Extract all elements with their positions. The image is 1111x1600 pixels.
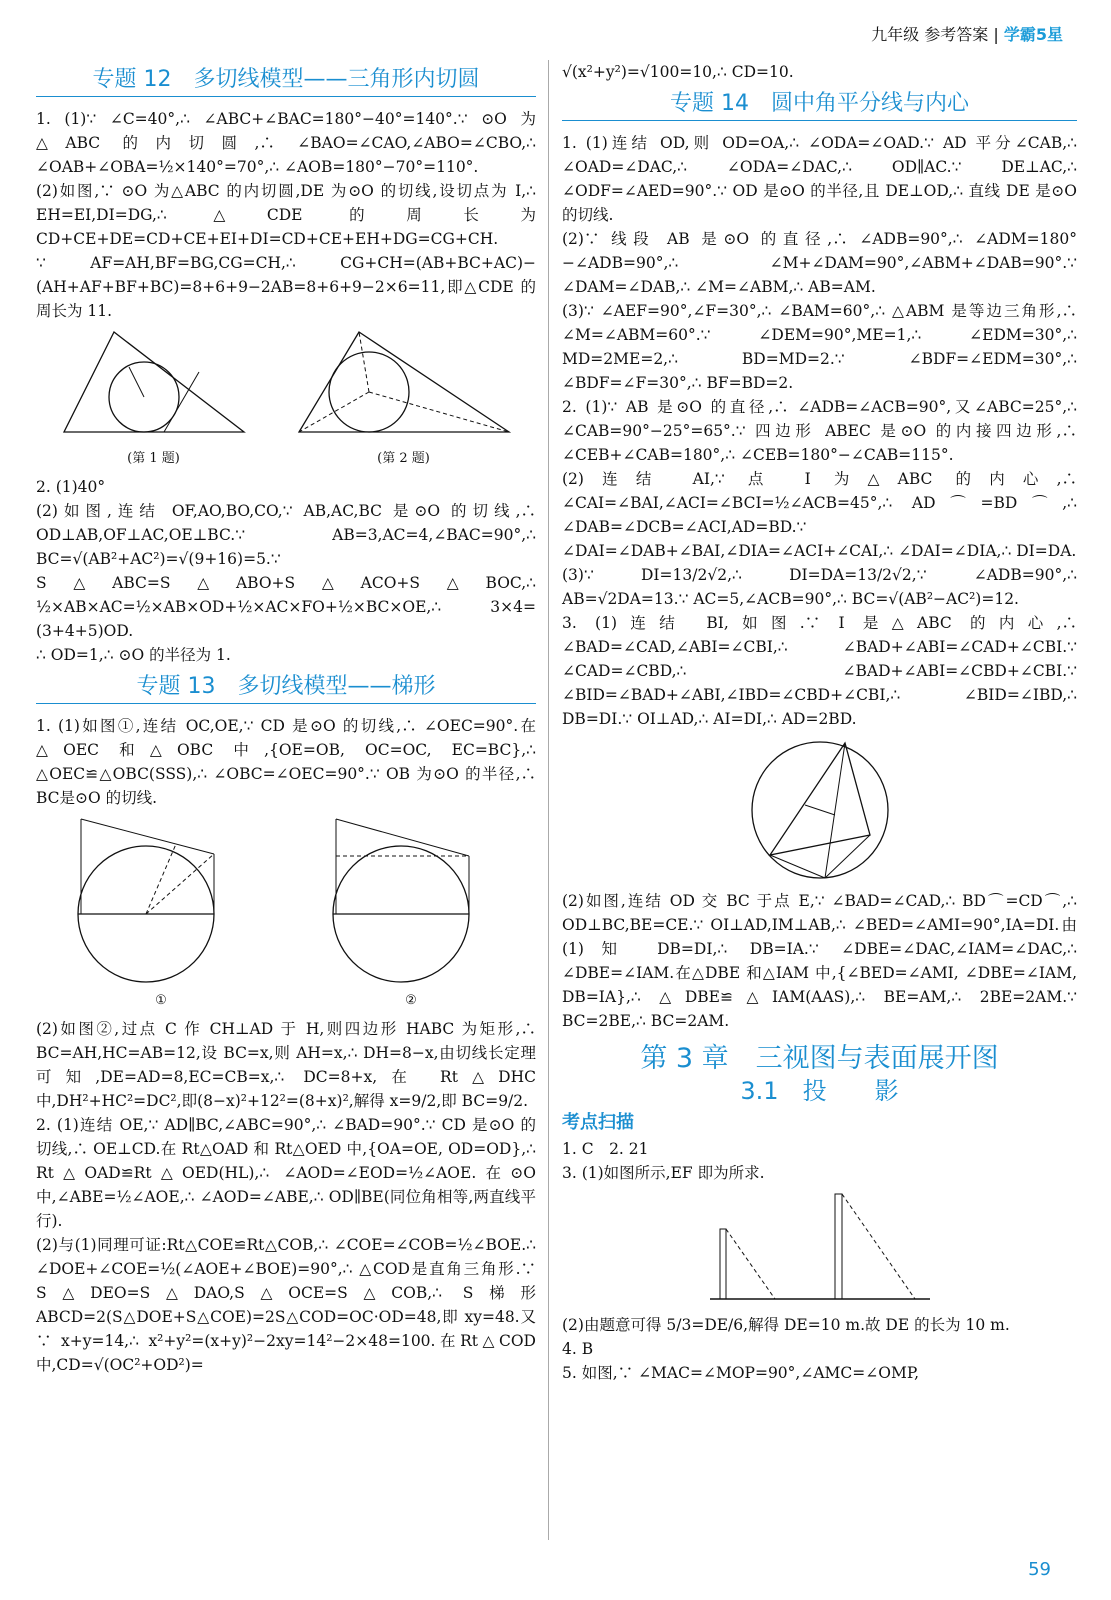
figure-2 <box>289 327 519 471</box>
continued-line: √(x²+y²)=√100=10,∴ CD=10. <box>562 63 794 81</box>
t14-answer-1-3: (3)∵ ∠AEF=90°,∠F=30°,∴ ∠BAM=60°,∴ △ABM 是等边三角形,∴ ∠M=∠ABM=60°.∵ ∠DEM=90°,ME=1,∴ ∠EDM=30°,∴ MD=2ME=2,∴ BD=MD=2.∵ ∠BDF=∠EDM=30°,∴ ∠BDF=∠F=30°,∴ BF=BD=2. <box>562 302 1077 392</box>
t14-figure <box>562 735 1077 885</box>
t12-answer-1: 1. (1)∵ ∠C=40°,∴ ∠ABC+∠BAC=180°−40°=140°.∵ ⊙O 为△ABC 的内切圆,∴ ∠BAO=∠CAO,∠ABO=∠CBO,∴ ∠OAB+∠OBA=½×140°=70°,∴ ∠AOB=180°−70°=110°. <box>36 110 536 176</box>
column-divider <box>548 60 549 1540</box>
t12-answer-1-2: (2)如图,∵ ⊙O 为△ABC 的内切圆,DE 为⊙O 的切线,设切点为 I,∴ EH=EI,DI=DG,∴ △CDE 的周长为 CD+CE+DE=CD+CE+EI+DI=CD+CE+EH+DG=CG+CH. <box>36 182 536 248</box>
figure-1 <box>54 327 254 471</box>
t13-answer-2-2: (2)与(1)同理可证:Rt△COE≌Rt△COB,∴ ∠COE=∠COB=½∠BOE.∴ ∠DOE+∠COE=½(∠AOE+∠BOE)=90°,∴ △COD是直角三角形.∵ S△DEO=S△DAO,S△OCE=S△COB,∴ S梯形ABCD=2(S△DOE+S△COE)=2S△COD=OC·OD=48,即 xy=48.又∵ x+y=14,∴ x²+y²=(x+y)²−2xy=14²−2×48=100.在Rt△COD 中,CD=√(OC²+OD²)= <box>36 1236 536 1374</box>
figure-4-caption: ② <box>405 993 417 1008</box>
figure-2-caption: (第 2 题) <box>377 451 430 466</box>
header-section: 参考答案 <box>924 25 989 44</box>
right-column <box>562 60 1077 1385</box>
incircle-triangle-diagram <box>54 327 254 447</box>
kd-answer-4: 4. B <box>562 1340 594 1358</box>
left-column <box>36 60 536 1377</box>
t13-answer-1-2: (2)如图②,过点 C 作 CH⊥AD 于 H,则四边形 HABC 为矩形,∴ BC=AH,HC=AB=12,设 BC=x,则 AH=x,∴ DH=8−x,由切线长定理可知,DE=AD=8,EC=CB=x,∴ DC=8+x,在 Rt△DHC 中,DH²+HC²=DC²,即(8−x)²+12²=(8+x)²,解得 x=9/2,即 BC=9/2. <box>36 1020 536 1110</box>
figure-4 <box>326 814 496 1013</box>
header-brand: 学霸5星 <box>1003 25 1063 44</box>
right-triangle-incircle-diagram <box>289 327 519 447</box>
topic-13-title: 专题 13 多切线模型——梯形 <box>36 675 536 704</box>
t12-answer-2-3: ∴ OD=1,∴ ⊙O 的半径为 1. <box>36 646 231 664</box>
kd-answer-3: 3. (1)如图所示,EF 即为所求. <box>562 1164 765 1182</box>
trapezoid-circle-diagram-2 <box>326 814 496 989</box>
t14-answer-1-2: (2)∵ 线段 AB 是⊙O 的直径,∴ ∠ADB=90°,∴ ∠ADM=180°−∠ADB=90°,∴ ∠M+∠DAM=90°,∠ABM+∠DAB=90°.∵ ∠DAM=∠DAB,∴ ∠M=∠ABM,∴ AB=AM. <box>562 230 1077 296</box>
page-header: 九年级 参考答案 | 学霸5星 <box>871 25 1063 44</box>
t14-answer-2-3: (3)∵ DI=13/2√2,∴ DI=DA=13/2√2,∵ ∠ADB=90°,∴ AB=√2DA=13.∵ AC=5,∠ACB=90°,∴ BC=√(AB²−AC²)=12. <box>562 566 1077 608</box>
trapezoid-circle-diagram-1 <box>76 814 246 989</box>
section-3-1-title: 3.1 投 影 <box>740 1077 899 1105</box>
t13-answer-2: 2. (1)连结 OE,∵ AD∥BC,∠ABC=90°,∴ ∠BAD=90°.∵ CD 是⊙O 的切线,∴ OE⊥CD.在 Rt△OAD 和 Rt△OED 中,{OA=OE, OD=OD},∴ Rt△OAD≌Rt△OED(HL),∴ ∠AOD=∠EOD=½∠AOE.在⊙O 中,∠ABE=½∠AOE,∴ ∠AOD=∠ABE,∴ OD∥BE(同位角相等,两直线平行). <box>36 1116 536 1230</box>
t12-answer-1-3: ∵ AF=AH,BF=BG,CG=CH,∴ CG+CH=(AB+BC+AC)−(AH+AF+BF+BC)=8+6+9−2AB=8+6+9−2×6=11,即△CDE 的周长为 11. <box>36 254 536 320</box>
figure-1-caption: (第 1 题) <box>127 451 180 466</box>
t14-answer-3: 3. (1)连结 BI,如图.∵ I 是△ABC 的内心,∴ ∠BAD=∠CAD,∠ABI=∠CBI,∴ ∠BAD+∠ABI=∠CAD+∠CBI.∵ ∠CAD=∠CBD,∴ ∠BAD+∠ABI=∠CBD+∠CBI.∵ ∠BID=∠BAD+∠ABI,∠IBD=∠CBD+∠CBI,∴ ∠BID=∠IBD,∴ DB=DI.∵ OI⊥AD,∴ AI=DI,∴ AD=2BD. <box>562 614 1077 728</box>
figure-3-caption: ① <box>155 993 167 1008</box>
page-number: 59 <box>1028 1559 1051 1580</box>
t12-answer-2-2: (2)如图,连结 OF,AO,BO,CO,∵ AB,AC,BC 是⊙O 的切线,∴ OD⊥AB,OF⊥AC,OE⊥BC.∵ AB=3,AC=4,∠BAC=90°,∴ BC=√(AB²+AC²)=√(9+16)=5.∵ S△ABC=S△ABO+S△ACO+S△BOC,∴ ½×AB×AC=½×AB×OD+½×AC×FO+½×BC×OE,∴ 3×4=(3+4+5)OD. <box>36 502 536 640</box>
figure-3 <box>76 814 246 1013</box>
t14-answer-1: 1. (1)连结 OD,则 OD=OA,∴ ∠ODA=∠OAD.∵ AD 平分∠CAB,∴ ∠OAD=∠DAC,∴ ∠ODA=∠DAC,∴ OD∥AC.∵ DE⊥AC,∴ ∠ODF=∠AED=90°.∵ OD 是⊙O 的半径,且 DE⊥OD,∴ 直线 DE 是⊙O 的切线. <box>562 134 1077 224</box>
t13-figures <box>36 814 536 1013</box>
t13-answer-1: 1. (1)如图①,连结 OC,OE,∵ CD 是⊙O 的切线,∴ ∠OEC=90°.在△OEC 和△OBC 中,{OE=OB, OC=OC, EC=BC},∴ △OEC≌△OBC(SSS),∴ ∠OBC=∠OEC=90°.∵ OB 为⊙O 的半径,∴ BC是⊙O 的切线. <box>36 717 536 807</box>
t12-figures <box>36 327 536 471</box>
header-grade: 九年级 <box>871 25 920 44</box>
t12-answer-2: 2. (1)40° <box>36 478 106 496</box>
kaodian-title: 考点扫描 <box>562 1112 634 1133</box>
t14-answer-2-2: (2)连结 AI,∵ 点 I 为△ABC 的内心,∴ ∠CAI=∠BAI,∠ACI=∠BCI=½∠ACB=45°,∴ AD⌒=BD⌒,∴ ∠DAB=∠DCB=∠ACI,AD=BD.∵ ∠DAI=∠DAB+∠BAI,∠DIA=∠ACI+∠CAI,∴ ∠DAI=∠DIA,∴ DI=DA. <box>562 470 1077 560</box>
topic-12-title: 专题 12 多切线模型——三角形内切圆 <box>36 68 536 97</box>
kd-answer-5: 5. 如图,∵ ∠MAC=∠MOP=90°,∠AMC=∠OMP, <box>562 1364 920 1382</box>
kd-answer-1-2: 1. C 2. 21 <box>562 1140 649 1158</box>
t14-answer-2: 2. (1)∵ AB 是⊙O 的直径,∴ ∠ADB=∠ACB=90°,又∠ABC=25°,∴ ∠CAB=90°−25°=65°.∵ 四边形 ABEC 是⊙O 的内接四边形,∴ ∠CEB+∠CAB=180°,∴ ∠CEB=180°−∠CAB=115°. <box>562 398 1077 464</box>
shadow-figure <box>562 1189 1077 1309</box>
t14-answer-3-2: (2)如图,连结 OD 交 BC 于点 E,∵ ∠BAD=∠CAD,∴ BD⌒=CD⌒,∴ OD⊥BC,BE=CE.∵ OI⊥AD,IM⊥AB,∴ ∠BED=∠AMI=90°,IA=DI.由(1)知 DB=DI,∴ DB=IA.∵ ∠DBE=∠DAC,∠IAM=∠DAC,∴ ∠DBE=∠IAM.在△DBE 和△IAM 中,{∠BED=∠AMI, ∠DBE=∠IAM, DB=IA},∴ △DBE≌△IAM(AAS),∴ BE=AM,∴ 2BE=2AM.∵ BC=2BE,∴ BC=2AM. <box>562 892 1077 1030</box>
kd-answer-3-2: (2)由题意可得 5/3=DE/6,解得 DE=10 m.故 DE 的长为 10 m. <box>562 1316 1010 1334</box>
topic-14-title: 专题 14 圆中角平分线与内心 <box>562 92 1077 121</box>
circle-incenter-diagram <box>745 735 895 885</box>
shadow-projection-diagram <box>700 1189 940 1309</box>
chapter-3-title: 第 3 章 三视图与表面展开图 <box>640 1043 999 1074</box>
